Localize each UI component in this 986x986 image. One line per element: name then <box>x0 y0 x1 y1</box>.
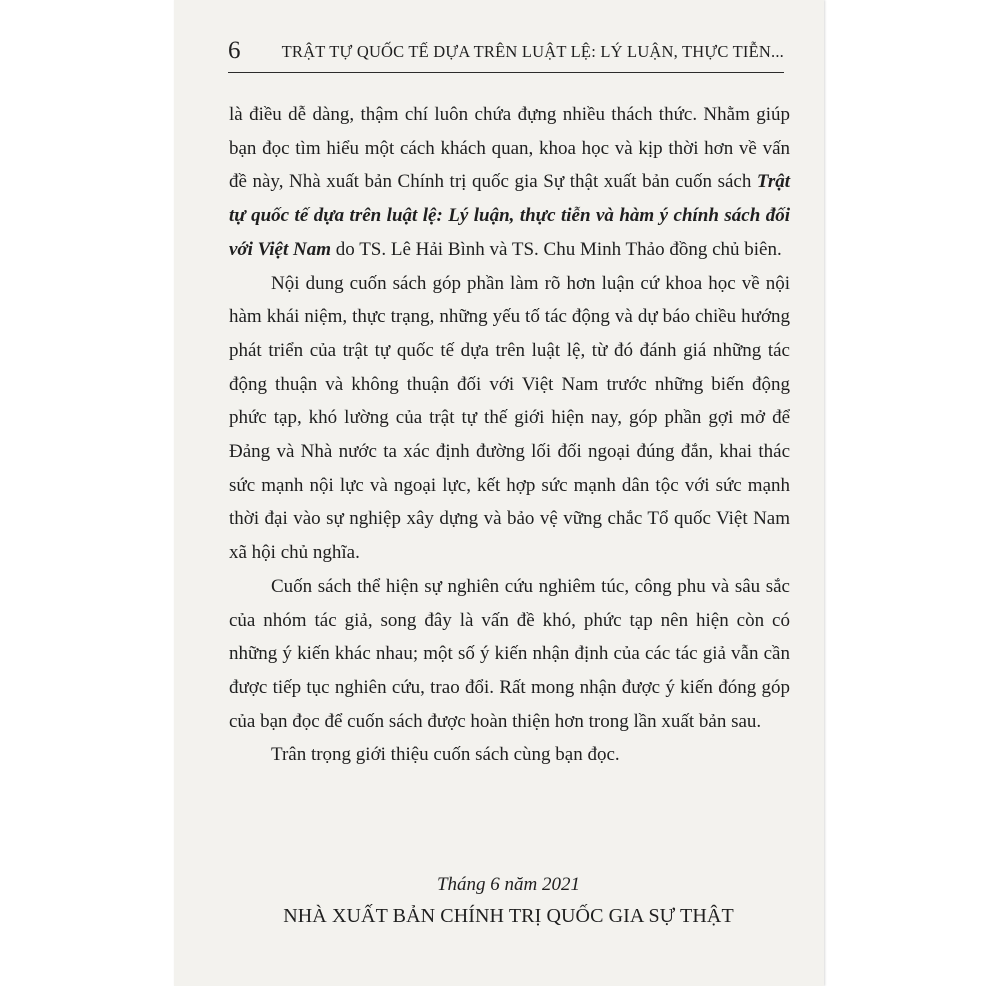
paragraph-2: Nội dung cuốn sách góp phần làm rõ hơn luận cứ khoa học về nội hàm khái niệm, thực trạng, những yếu tố tác động và dự báo chiều hướng phát triển của trật tự quốc tế dựa trên luật lệ, từ đó đánh giá những tác động thuận và không thuận đối với Việt Nam trước những biến động phức tạp, khó lường của trật tự thế giới hiện nay, góp phần gợi mở để Đảng và Nhà nước ta xác định đường lối đối ngoại đúng đắn, khai thác sức mạnh nội lực và ngoại lực, kết hợp sức mạnh dân tộc với sức mạnh thời đại vào sự nghiệp xây dựng và bảo vệ vững chắc Tổ quốc Việt Nam xã hội chủ nghĩa. <box>229 272 790 564</box>
paragraph-3: Cuốn sách thể hiện sự nghiên cứu nghiêm túc, công phu và sâu sắc của nhóm tác giả, song đây là vấn đề khó, phức tạp nên hiện còn có những ý kiến khác nhau; một số ý kiến nhận định của các tác giả vẫn cần được tiếp tục nghiên cứu, trao đổi. Rất mong nhận được ý kiến đóng góp của bạn đọc để cuốn sách được hoàn thiện hơn trong lần xuất bản sau. <box>229 575 790 732</box>
signature-publisher: NHÀ XUẤT BẢN CHÍNH TRỊ QUỐC GIA SỰ THẬT <box>283 905 734 927</box>
paragraph-1 <box>229 98 790 267</box>
book-title: Trật tự quốc tế dựa trên luật lệ: Lý luận, thực tiễn và hàm ý chính sách đối với Việt Nam <box>229 171 790 260</box>
body-text <box>229 98 790 772</box>
paragraph-4: Trân trọng giới thiệu cuốn sách cùng bạn đọc. <box>271 744 620 766</box>
book-page <box>174 0 824 986</box>
running-header-title: TRẬT TỰ QUỐC TẾ DỰA TRÊN LUẬT LỆ: LÝ LUẬN, THỰC TIỄN... <box>281 42 784 61</box>
header-rule <box>228 72 784 73</box>
signature-date: Tháng 6 năm 2021 <box>436 874 581 895</box>
paragraph-1-text-b: do TS. Lê Hải Bình và TS. Chu Minh Thảo đồng chủ biên. <box>331 238 782 260</box>
paragraph-1-text-a: là điều dễ dàng, thậm chí luôn chứa đựng nhiều thách thức. Nhằm giúp bạn đọc tìm hiểu một cách khách quan, khoa học và kịp thời hơn về vấn đề này, Nhà xuất bản Chính trị quốc gia Sự thật xuất bản cuốn sách <box>229 104 790 193</box>
page-number: 6 <box>228 37 241 64</box>
